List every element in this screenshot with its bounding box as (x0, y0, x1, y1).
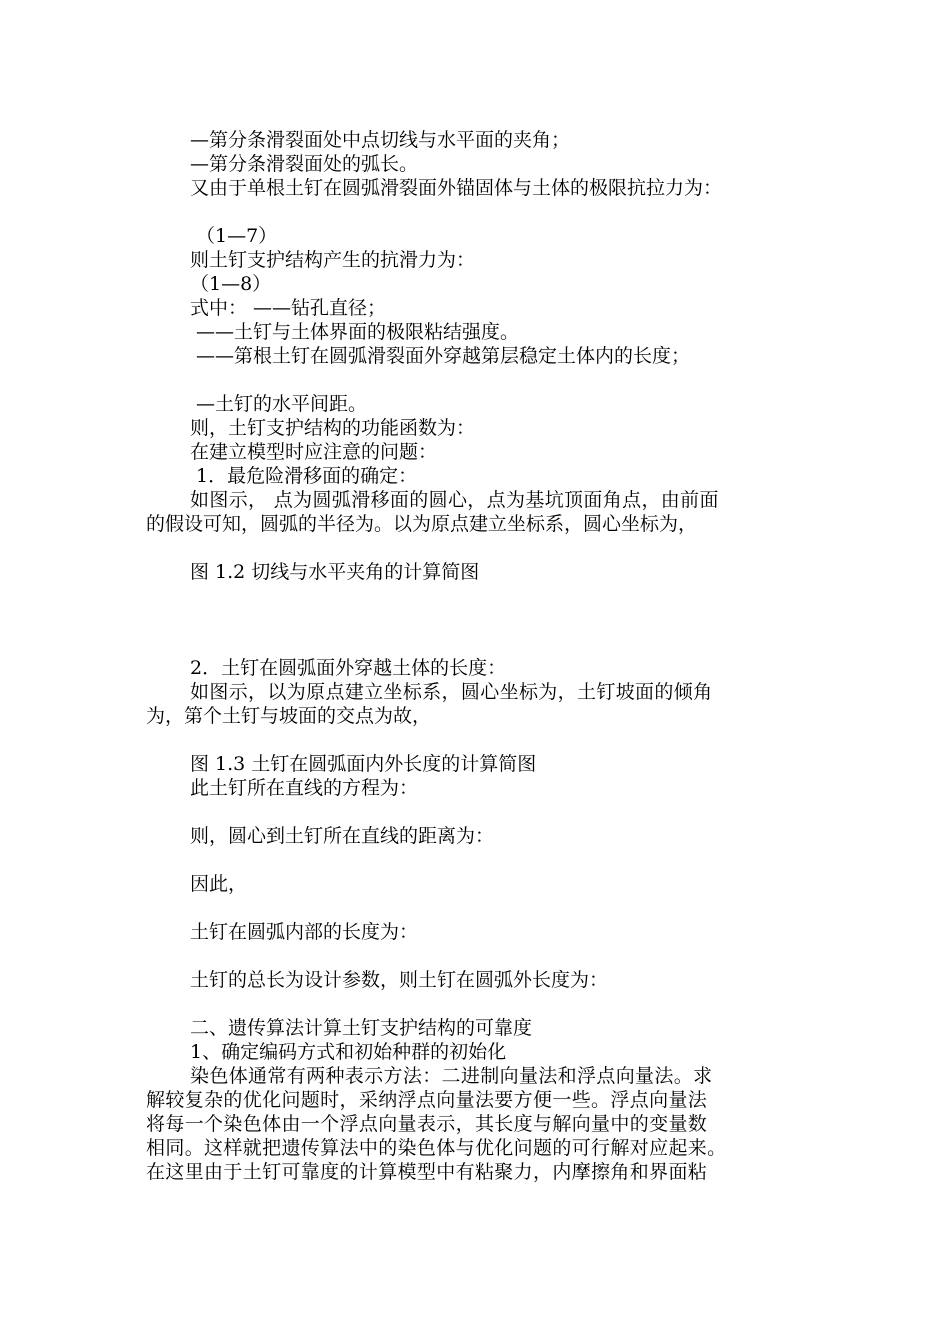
text-line: ——第根土钉在圆弧滑裂面外穿越第层稳定土体内的长度； (196, 345, 691, 367)
text-line: 因此， (190, 873, 248, 895)
text-line: 解较复杂的优化问题时，采纳浮点向量法要方便一些。浮点向量法 (146, 1089, 708, 1111)
text-line: 在建立模型时应注意的问题： (190, 441, 438, 463)
figure-caption: 图 1.3 土钉在圆弧面内外长度的计算简图 (190, 753, 537, 775)
section-heading: 2．土钉在圆弧面外穿越土体的长度： (190, 657, 507, 679)
equation-number: （1—7） (196, 225, 278, 247)
text-line: 在这里由于土钉可靠度的计算模型中有粘聚力，内摩擦角和界面粘 (146, 1161, 708, 1183)
section-heading: 1．最危险滑移面的确定： (196, 465, 418, 487)
text-line: —第分条滑裂面处中点切线与水平面的夹角； (190, 129, 571, 151)
text-line: 染色体通常有两种表示方法：二进制向量法和浮点向量法。求 (190, 1065, 713, 1087)
subsection-heading: 1、确定编码方式和初始种群的初始化 (190, 1041, 507, 1063)
text-line: 又由于单根土钉在圆弧滑裂面外锚固体与土体的极限抗拉力为： (190, 177, 723, 199)
section-heading: 二、遗传算法计算土钉支护结构的可靠度 (190, 1017, 533, 1039)
text-line: —第分条滑裂面处的弧长。 (190, 153, 419, 175)
text-line: 相同。这样就把遗传算法中的染色体与优化问题的可行解对应起来。 (146, 1137, 727, 1159)
text-line: 则，土钉支护结构的功能函数为： (190, 417, 476, 439)
text-line: 如图示， 点为圆弧滑移面的圆心，点为基坑顶面角点，由前面 (190, 489, 719, 511)
text-line: 土钉的总长为设计参数，则土钉在圆弧外长度为： (190, 969, 609, 991)
figure-caption: 图 1.2 切线与水平夹角的计算简图 (190, 561, 480, 583)
text-line: 则土钉支护结构产生的抗滑力为： (190, 249, 476, 271)
text-line: 为，第个土钉与坡面的交点为故， (146, 705, 432, 727)
text-line: 的假设可知，圆弧的半径为。以为原点建立坐标系，圆心坐标为， (146, 513, 698, 535)
text-line: 如图示，以为原点建立坐标系，圆心坐标为，土钉坡面的倾角 (190, 681, 713, 703)
text-line: 土钉在圆弧内部的长度为： (190, 921, 419, 943)
text-line: 将每一个染色体由一个浮点向量表示，其长度与解向量中的变量数 (146, 1113, 708, 1135)
equation-number: （1—8） (190, 273, 272, 295)
text-line: ——土钉与土体界面的极限粘结强度。 (196, 321, 520, 343)
text-line: —土钉的水平间距。 (196, 393, 368, 415)
text-line: 式中： ——钻孔直径； (190, 297, 387, 319)
text-line: 则，圆心到土钉所在直线的距离为： (190, 825, 495, 847)
text-line: 此土钉所在直线的方程为： (190, 777, 419, 799)
